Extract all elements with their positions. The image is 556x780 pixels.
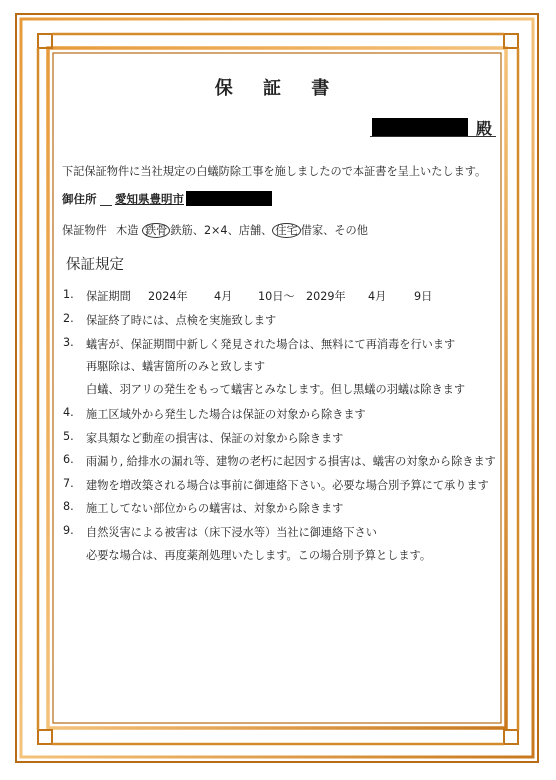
rule-text: 施工してない部位からの蟻害は、対象から除きます [86, 502, 344, 515]
address-label: 御住所 [62, 192, 97, 206]
rule-number: 1. [63, 288, 74, 301]
redacted-addressee-name [372, 118, 468, 136]
document-title: 保 証 書 [214, 78, 342, 99]
property-types: 木造 鉄骨 鉄筋、2×4、店舗、 住宅 借家、その他 [116, 224, 368, 237]
start-year: 2024年 [148, 290, 188, 303]
rule-text: 蟻害が、保証期間中新しく発見された場合は、無料にて再消毒を行います [86, 338, 456, 351]
rule-text: 保証終了時には、点検を実施致します [86, 314, 277, 327]
rule-text: 家具類など動産の損害は、保証の対象から除きます [86, 432, 344, 445]
address-underline [100, 205, 112, 206]
rule-text: 雨漏り, 給排水の漏れ等、建物の老朽に起因する損害は、蟻害の対象から除きます [86, 455, 496, 468]
property-type: 木造 [116, 224, 139, 237]
rule-number: 9. [63, 524, 74, 537]
rule-text: 自然災害による被害は（床下浸水等）当社に御連絡下さい [86, 526, 377, 539]
rule-number: 8. [63, 500, 74, 513]
property-type-circled: 鉄骨 [142, 223, 170, 238]
addressee-underline [370, 136, 496, 137]
redacted-address [186, 191, 272, 206]
rule-text: 再駆除は、蟻害箇所のみと致します [86, 360, 266, 373]
property-type: その他 [334, 224, 368, 237]
rule-text: 施工区域外から発生した場合は保証の対象から除きます [86, 408, 366, 421]
rules-heading: 保証規定 [66, 257, 124, 273]
addressee-suffix: 殿 [476, 119, 493, 138]
rule-number: 5. [63, 430, 74, 443]
property-label: 保証物件 [62, 224, 107, 237]
rule-number: 4. [63, 406, 74, 419]
start-month: 4月 [214, 290, 233, 303]
property-type: 店舗 [238, 224, 262, 237]
warranty-period-label: 保証期間 [86, 290, 131, 303]
rule-text: 建物を増改築される場合は事前に御連絡下さい。必要な場合別予算にて承ります [86, 479, 489, 492]
rule-number: 6. [63, 453, 74, 466]
rule-text: 必要な場合は、再度薬剤処理いたします。この場合別予算とします。 [86, 549, 432, 562]
intro-text: 下記保証物件に当社規定の白蟻防除工事を施しましたので本証書を呈上いたします。 [62, 165, 487, 178]
rule-number: 7. [63, 477, 74, 490]
end-year: 2029年 [306, 290, 346, 303]
rule-number: 3. [63, 336, 74, 349]
property-type-circled: 住宅 [272, 223, 300, 238]
property-type: 借家 [300, 224, 324, 237]
rule-number: 2. [63, 312, 74, 325]
end-day: 9日 [414, 290, 433, 303]
property-type: 2×4 [203, 224, 228, 237]
start-day: 10日～ [258, 290, 295, 303]
address-value: 愛知県豊明市 [115, 192, 184, 206]
property-type: 鉄筋 [170, 224, 193, 237]
rule-text: 白蟻、羽アリの発生をもって蟻害とみなします。但し黒蟻の羽蟻は除きます [86, 383, 466, 396]
end-month: 4月 [368, 290, 387, 303]
